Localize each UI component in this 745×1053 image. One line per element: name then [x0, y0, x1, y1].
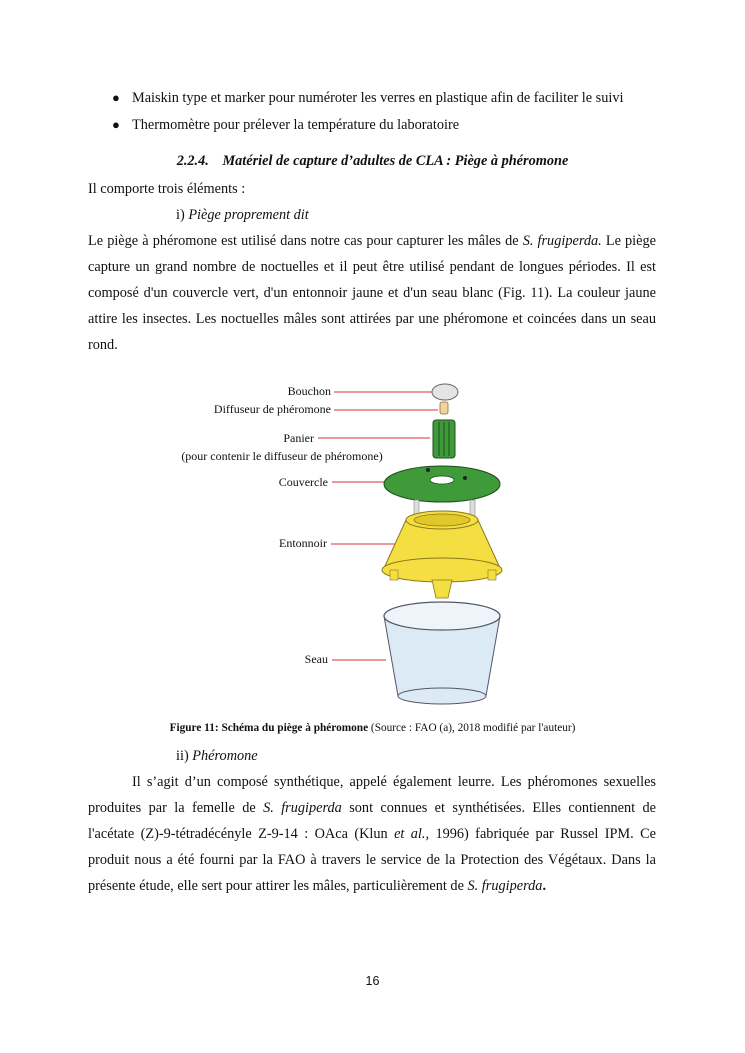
label-panier: Panier: [283, 431, 314, 445]
section-number: 2.2.4.: [176, 153, 209, 169]
page-number: 16: [365, 974, 380, 988]
bullet-icon: ●: [112, 90, 120, 105]
paragraph-trap: Le piège à phéromone est utilisé dans notre cas pour capturer les mâles de S. frugiperda. Le piège capture un grand nombre de noctuelles et il peut être utilisé pendant de longues périodes. Il est composé d'un couvercle vert, d'un entonnoir jaune et d'un seau blanc (Fig. 11). La couleur jaune attire les insectes. Les noctuelles mâles sont attirées par une phéromone et coincées dans un seau rond.: [88, 233, 656, 353]
subitem-2: ii) Phéromone: [176, 748, 258, 764]
paragraph-pheromone: Il s’agit d’un composé synthétique, appelé également leurre. Les phéromones sexuelles produites par la femelle de S. frugiperda sont connues et synthétisées. Elles contiennent de l'acétate (Z)-9-tétradécényle Z-9-14 : OAca (Klun et al., 1996) fabriquée par Russel IPM. Ce produit nous a été fourni par la FAO à travers le service de la Protection des Végétaux. Dans la présente étude, elle sert pour attirer les mâles, particulièrement de S. frugiperda.: [88, 774, 656, 894]
list-item: ● Thermomètre pour prélever la température du laboratoire: [112, 117, 460, 133]
section-heading: [0, 153, 745, 170]
label-diffuseur: Diffuseur de phéromone: [213, 402, 331, 416]
label-bouchon: Bouchon: [287, 384, 331, 398]
section-title: Matériel de capture d’adultes de CLA : Piège à phéromone: [222, 153, 569, 169]
subitem-1: i) Piège proprement dit: [176, 207, 309, 223]
trap-diagram: [170, 378, 580, 710]
label-panier-note: (pour contenir le diffuseur de phéromone): [181, 449, 383, 463]
intro-text: Il comporte trois éléments :: [88, 181, 246, 197]
bouchon-cap: [432, 384, 458, 400]
bullet-list: [108, 88, 668, 142]
diffuser-piece: [440, 402, 448, 414]
label-seau: Seau: [304, 652, 328, 666]
label-entonnoir: Entonnoir: [279, 536, 327, 550]
label-couvercle: Couvercle: [278, 475, 328, 489]
figure-caption: Figure 11: Schéma du piège à phéromone (Source : FAO (a), 2018 modifié par l'auteur): [169, 722, 576, 734]
bullet-icon: ●: [112, 117, 120, 132]
list-item: ● Maiskin type et marker pour numéroter les verres en plastique afin de faciliter le suivi: [112, 90, 624, 106]
